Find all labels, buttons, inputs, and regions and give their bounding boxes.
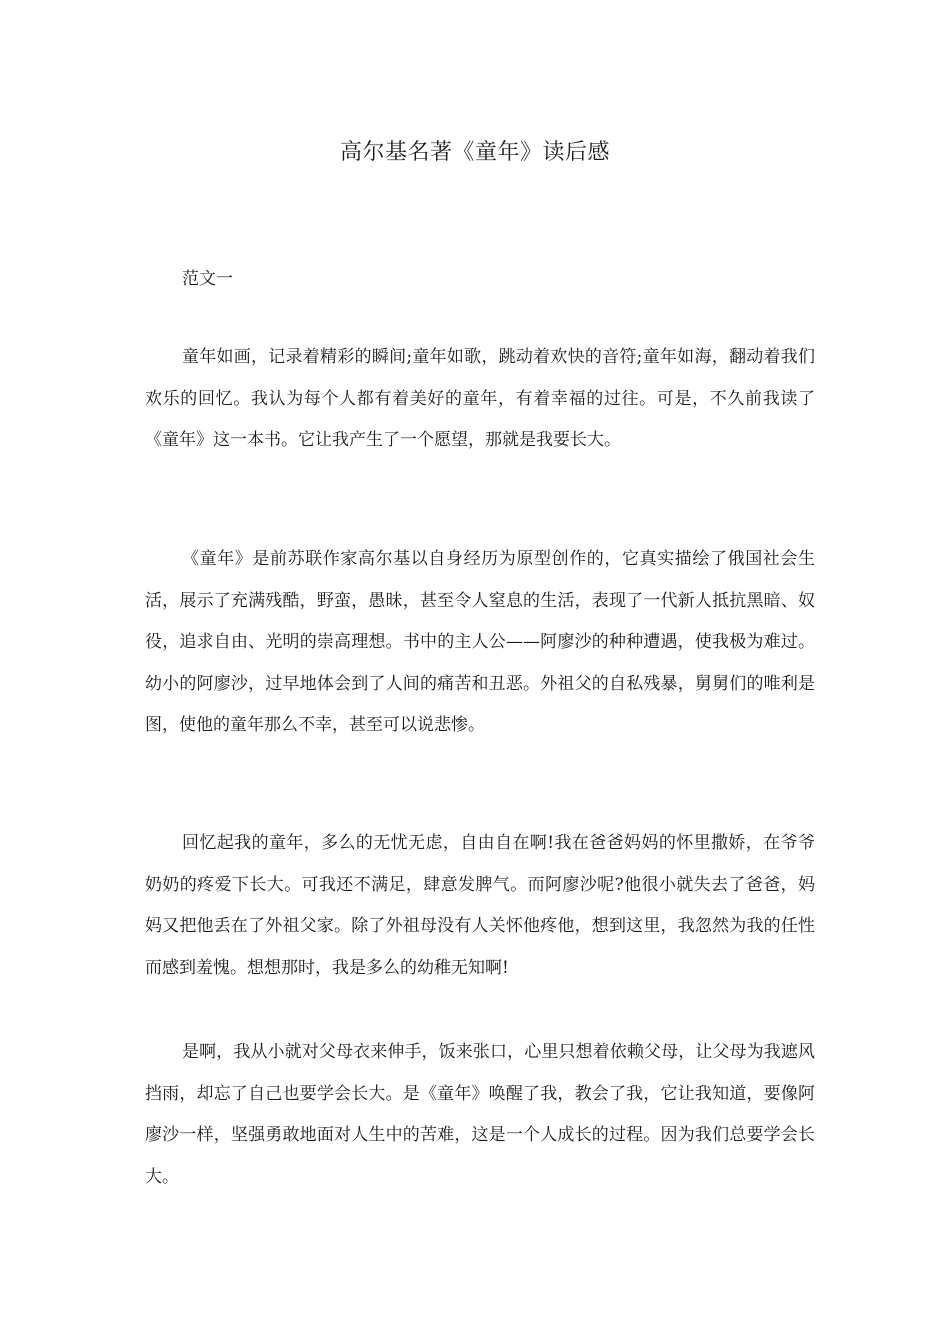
- paragraph-1: 童年如画，记录着精彩的瞬间;童年如歌，跳动着欢快的音符;童年如海，翻动着我们欢乐的回忆。我认为每个人都有着美好的童年，有着幸福的过往。可是，不久前我读了《童年》这一本书。它让我产生了一个愿望，那就是我要长大。: [145, 347, 815, 450]
- paragraph-4: 是啊，我从小就对父母衣来伸手，饭来张口，心里只想着依赖父母，让父母为我遮风挡雨，却忘了自己也要学会长大。是《童年》唤醒了我，教会了我，它让我知道，要像阿廖沙一样，坚强勇敢地面对人生中的苦难，这是一个人成长的过程。因为我们总要学会长大。: [145, 1042, 815, 1187]
- paragraph-3: 回忆起我的童年，多么的无忧无虑，自由自在啊!我在爸爸妈妈的怀里撒娇，在爷爷奶奶的疼爱下长大。可我还不满足，肆意发脾气。而阿廖沙呢?他很小就失去了爸爸，妈妈又把他丢在了外祖父家。除了外祖母没有人关怀他疼他，想到这里，我忽然为我的任性而感到羞愧。想想那时，我是多么的幼稚无知啊!: [145, 833, 815, 978]
- paragraph-2: 《童年》是前苏联作家高尔基以自身经历为原型创作的，它真实描绘了俄国社会生活，展示了充满残酷，野蛮，愚昧，甚至令人窒息的生活，表现了一代新人抵抗黑暗、奴役，追求自由、光明的崇高理想。书中的主人公——阿廖沙的种种遭遇，使我极为难过。幼小的阿廖沙，过早地体会到了人间的痛苦和丑恶。外祖父的自私残暴，舅舅们的唯利是图，使他的童年那么不幸，甚至可以说悲惨。: [145, 549, 815, 735]
- section-label: 范文一: [182, 269, 233, 289]
- document-title: 高尔基名著《童年》读后感: [339, 140, 610, 165]
